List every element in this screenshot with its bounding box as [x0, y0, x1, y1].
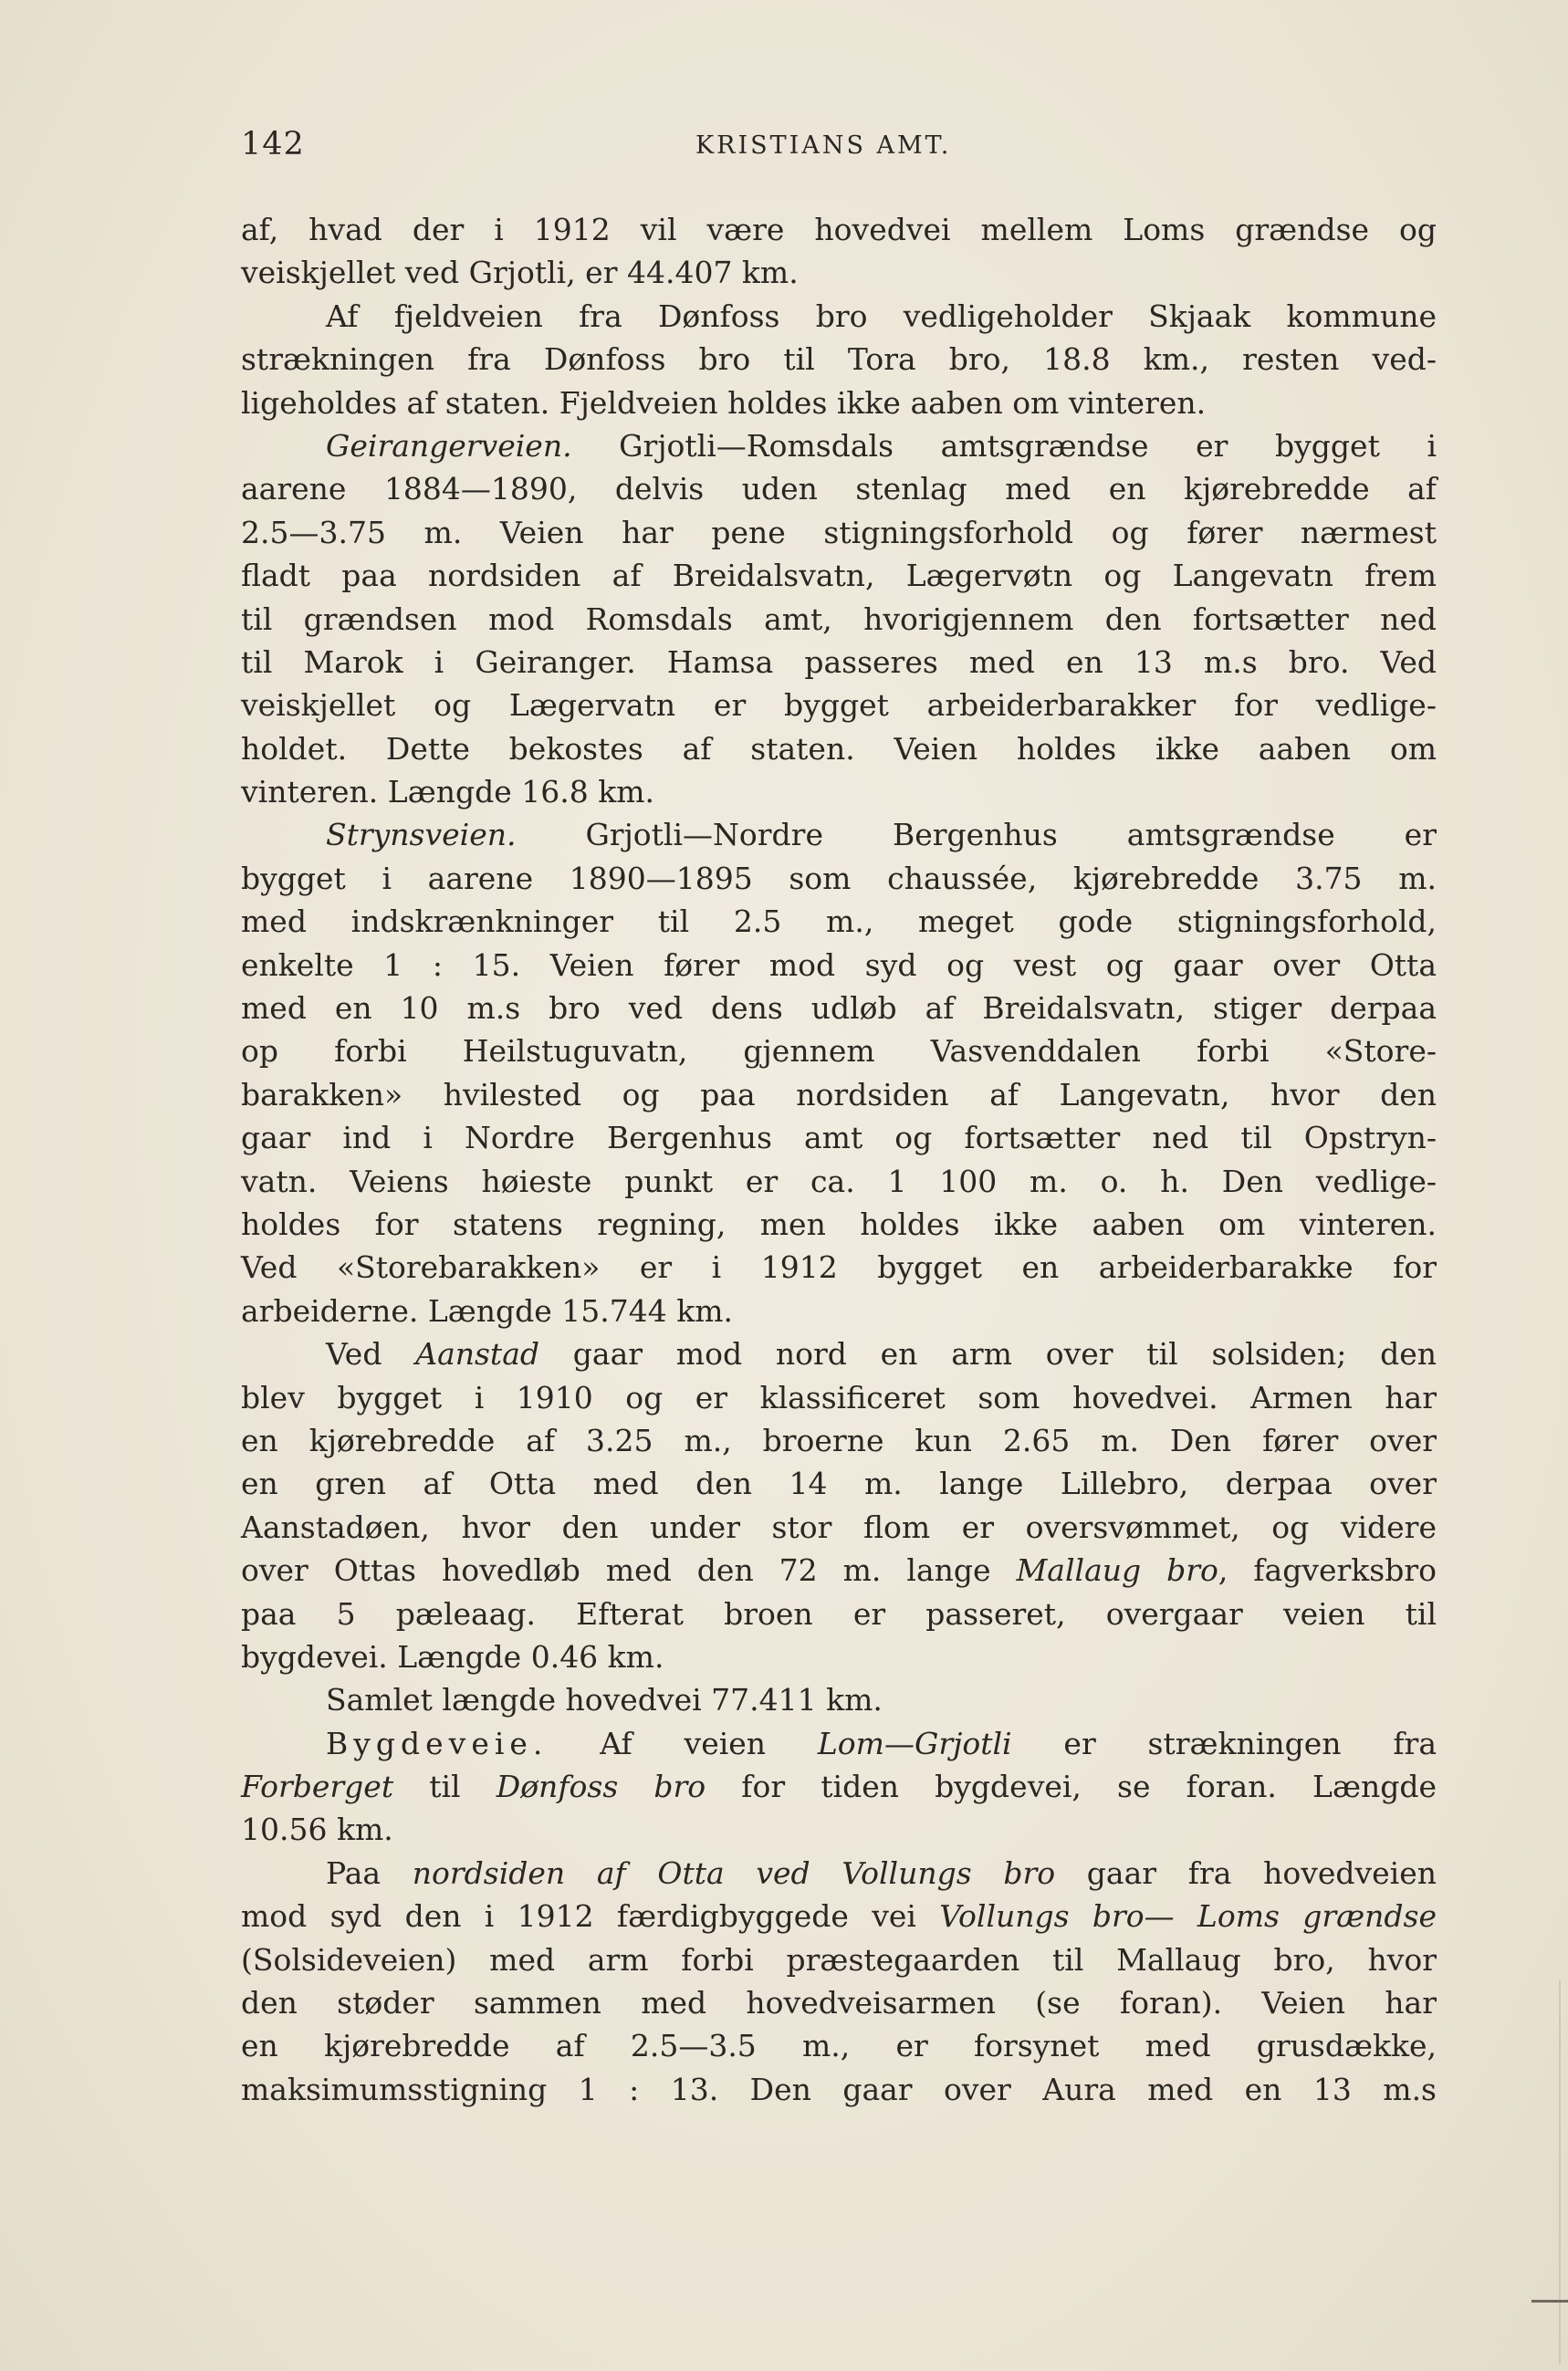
text-line: med indskrænkninger til 2.5 m., meget gode stigningsforhold, — [241, 903, 1437, 940]
text-line: Paa nordsiden af Otta ved Vollungs bro gaar fra hovedveien — [326, 1854, 1437, 1891]
road-name-italic: Geirangerveien. — [326, 427, 572, 464]
text-line: mod syd den i 1912 færdigbyggede vei Vollungs bro— Loms grændse — [241, 1898, 1437, 1935]
place-name-italic: nordsiden af Otta ved Vollungs bro — [412, 1854, 1056, 1891]
route-name-italic: Vollungs bro— Loms grændse — [939, 1898, 1437, 1935]
text-line: Aanstadøen, hvor den under stor flom er oversvømmet, og videre — [241, 1509, 1437, 1545]
text-line: Af fjeldveien fra Dønfoss bro vedligeholder Skjaak kommune — [326, 298, 1437, 334]
text-line: arbeiderne. Længde 15.744 km. — [241, 1292, 734, 1329]
text-line: bygdevei. Længde 0.46 km. — [241, 1638, 664, 1675]
text-line: til grændsen mod Romsdals amt, hvorigjennem den fortsætter ned — [241, 601, 1437, 637]
text-line: strækningen fra Dønfoss bro til Tora bro, 18.8 km., resten ved- — [241, 341, 1437, 378]
text-line: ligeholdes af staten. Fjeldveien holdes ikke aaben om vinteren. — [241, 384, 1207, 421]
place-name-italic: Forberget — [241, 1769, 394, 1805]
section-heading-spaced: Bygdeveie. — [326, 1725, 549, 1761]
page-number: 142 — [241, 126, 305, 162]
text-line: 10.56 km. — [241, 1812, 393, 1848]
text-line: Bygdeveie. Af veien Lom—Grjotli er strækningen fra — [326, 1725, 1437, 1761]
text-line: en kjørebredde af 2.5—3.5 m., er forsynet med grusdække, — [241, 2028, 1437, 2064]
bridge-name-italic: Mallaug bro — [1016, 1552, 1218, 1589]
text-line: med en 10 m.s bro ved dens udløb af Breidalsvatn, stiger derpaa — [241, 990, 1437, 1027]
text-line: den støder sammen med hovedveisarmen (se foran). Veien har — [241, 1985, 1437, 2021]
text-line: Geirangerveien. Grjotli—Romsdals amtsgrændse er bygget i — [326, 427, 1437, 464]
route-name-italic: Lom—Grjotli — [817, 1725, 1012, 1761]
text-line: Forberget til Dønfoss bro for tiden bygdevei, se foran. Længde — [241, 1769, 1437, 1805]
text-line: aarene 1884—1890, delvis uden stenlag med en kjørebredde af — [241, 471, 1437, 507]
text-line: (Solsideveien) med arm forbi præstegaarden til Mallaug bro, hvor — [241, 1941, 1437, 1978]
text-line: Strynsveien. Grjotli—Nordre Bergenhus amtsgrændse er — [326, 817, 1437, 853]
road-name-italic: Strynsveien. — [326, 817, 517, 853]
text-line: en kjørebredde af 3.25 m., broerne kun 2.65 m. Den fører over — [241, 1422, 1437, 1458]
text-line: Ved «Storebarakken» er i 1912 bygget en arbeiderbarakke for — [241, 1249, 1437, 1286]
page-edge-mark — [1531, 2300, 1568, 2303]
page-edge-shadow — [1559, 1980, 1561, 2364]
text-line: 2.5—3.75 m. Veien har pene stigningsforhold og fører nærmest — [241, 514, 1437, 550]
text-line: holdes for statens regning, men holdes ikke aaben om vinteren. — [241, 1206, 1437, 1242]
text-line: veiskjellet ved Grjotli, er 44.407 km. — [241, 255, 799, 291]
place-name-italic: Aanstad — [415, 1336, 539, 1373]
text-line: op forbi Heilstuguvatn, gjennem Vasvenddalen forbi «Store- — [241, 1033, 1437, 1070]
page-header — [241, 126, 1437, 172]
text-line: blev bygget i 1910 og er klassificeret som hovedvei. Armen har — [241, 1379, 1437, 1415]
text-line: til Marok i Geiranger. Hamsa passeres med en 13 m.s bro. Ved — [241, 643, 1437, 680]
place-name-italic: Dønfoss bro — [496, 1769, 706, 1805]
body-text — [241, 208, 1437, 2111]
text-line: en gren af Otta med den 14 m. lange Lillebro, derpaa over — [241, 1466, 1437, 1502]
text-line: paa 5 pæleaag. Efterat broen er passeret, overgaar veien til — [241, 1595, 1437, 1632]
text-line: gaar ind i Nordre Bergenhus amt og fortsætter ned til Opstryn- — [241, 1120, 1437, 1156]
text-line: Ved Aanstad gaar mod nord en arm over til solsiden; den — [326, 1336, 1437, 1373]
text-line: over Ottas hovedløb med den 72 m. lange Mallaug bro, fagverksbro — [241, 1552, 1437, 1589]
text-line: barakken» hvilested og paa nordsiden af Langevatn, hvor den — [241, 1076, 1437, 1112]
text-line: vinteren. Længde 16.8 km. — [241, 774, 654, 810]
text-line: vatn. Veiens høieste punkt er ca. 1 100 m. o. h. Den vedlige- — [241, 1163, 1437, 1199]
text-line: af, hvad der i 1912 vil være hovedvei mellem Loms grændse og — [241, 212, 1437, 247]
text-line: enkelte 1 : 15. Veien fører mod syd og vest og gaar over Otta — [241, 946, 1437, 983]
running-head: KRISTIANS AMT. — [695, 131, 952, 160]
text-line: Samlet længde hovedvei 77.411 km. — [326, 1682, 883, 1718]
text-line: holdet. Dette bekostes af staten. Veien holdes ikke aaben om — [241, 730, 1437, 767]
text-line: fladt paa nordsiden af Breidalsvatn, Lægervøtn og Langevatn frem — [241, 558, 1437, 594]
text-line: veiskjellet og Lægervatn er bygget arbeiderbarakker for vedlige- — [241, 687, 1437, 724]
text-line: maksimumsstigning 1 : 13. Den gaar over Aura med en 13 m.s — [241, 2071, 1437, 2107]
text-line: bygget i aarene 1890—1895 som chaussée, kjørebredde 3.75 m. — [241, 860, 1437, 896]
